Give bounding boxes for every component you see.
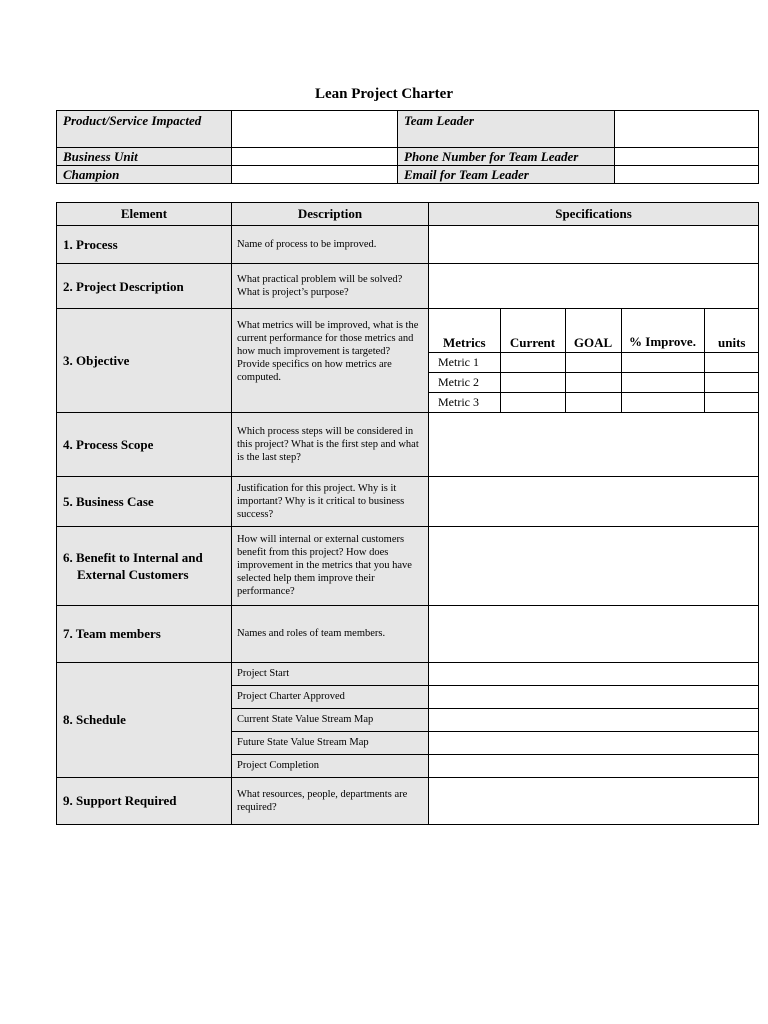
table-row <box>57 412 759 476</box>
email-field[interactable] <box>615 166 759 184</box>
page-title: Lean Project Charter <box>314 86 453 102</box>
team-leader-field[interactable] <box>615 111 759 148</box>
phone-field[interactable] <box>615 148 759 166</box>
element-business-case: 5. Business Case <box>57 476 232 526</box>
table-row <box>57 226 759 264</box>
metric-2-current-field[interactable] <box>500 372 565 392</box>
champion-label: Champion <box>57 166 232 184</box>
table-row <box>57 526 759 605</box>
schedule-future-state-vsm-field[interactable] <box>429 731 759 754</box>
schedule-item-project-start: Project Start <box>232 662 429 685</box>
table-row <box>57 777 759 824</box>
metrics-header-metrics: Metrics <box>429 309 500 352</box>
phone-label: Phone Number for Team Leader <box>398 148 615 166</box>
element-objective: 3. Objective <box>57 309 232 413</box>
table-row <box>57 264 759 309</box>
metric-3-label: Metric 3 <box>429 392 500 412</box>
description-business-case: Justification for this project. Why is it important? Why is it critical to business success? <box>232 476 429 526</box>
element-team-members: 7. Team members <box>57 605 232 662</box>
element-process: 1. Process <box>57 226 232 264</box>
metrics-header-units: units <box>704 309 759 352</box>
product-service-label: Product/Service Impacted <box>57 111 232 148</box>
schedule-project-completion-field[interactable] <box>429 754 759 777</box>
product-service-field[interactable] <box>232 111 398 148</box>
table-row <box>57 662 759 685</box>
column-header-specifications: Specifications <box>429 203 759 226</box>
metric-1-goal-field[interactable] <box>565 352 621 372</box>
metric-3-units-field[interactable] <box>704 392 759 412</box>
column-header-description: Description <box>232 203 429 226</box>
description-process: Name of process to be improved. <box>232 226 429 264</box>
spec-process-field[interactable] <box>429 226 759 264</box>
metric-2-goal-field[interactable] <box>565 372 621 392</box>
metric-1-improve-field[interactable] <box>621 352 704 372</box>
description-objective: What metrics will be improved, what is the current performance for those metrics and how much improvement is targeted? Provide specifics on how metrics are computed. <box>232 309 429 413</box>
element-schedule: 8. Schedule <box>57 662 232 777</box>
business-unit-field[interactable] <box>232 148 398 166</box>
schedule-charter-approved-field[interactable] <box>429 685 759 708</box>
spec-business-case-field[interactable] <box>429 476 759 526</box>
metric-1-units-field[interactable] <box>704 352 759 372</box>
element-project-description: 2. Project Description <box>57 264 232 309</box>
metrics-header-improve: % Improve. <box>621 309 704 352</box>
metrics-table <box>429 309 759 412</box>
element-benefit: 6. Benefit to Internal and External Customers <box>57 526 232 605</box>
element-support-required: 9. Support Required <box>57 777 232 824</box>
business-unit-label: Business Unit <box>57 148 232 166</box>
description-benefit: How will internal or external customers benefit from this project? How does improvement in the metrics that you have selected help them improve their performance? <box>232 526 429 605</box>
schedule-item-project-completion: Project Completion <box>232 754 429 777</box>
metric-2-improve-field[interactable] <box>621 372 704 392</box>
spec-project-description-field[interactable] <box>429 264 759 309</box>
element-process-scope: 4. Process Scope <box>57 412 232 476</box>
table-row <box>57 605 759 662</box>
champion-field[interactable] <box>232 166 398 184</box>
metric-2-units-field[interactable] <box>704 372 759 392</box>
spec-benefit-field[interactable] <box>429 526 759 605</box>
metric-1-label: Metric 1 <box>429 352 500 372</box>
table-row <box>57 309 759 413</box>
metric-2-label: Metric 2 <box>429 372 500 392</box>
email-label: Email for Team Leader <box>398 166 615 184</box>
spec-team-members-field[interactable] <box>429 605 759 662</box>
schedule-current-state-vsm-field[interactable] <box>429 708 759 731</box>
description-support-required: What resources, people, departments are required? <box>232 777 429 824</box>
description-process-scope: Which process steps will be considered in this project? What is the first step and what is the last step? <box>232 412 429 476</box>
spec-objective <box>429 309 759 413</box>
schedule-project-start-field[interactable] <box>429 662 759 685</box>
metrics-header-goal: GOAL <box>565 309 621 352</box>
metric-3-current-field[interactable] <box>500 392 565 412</box>
description-project-description: What practical problem will be solved? What is project’s purpose? <box>232 264 429 309</box>
description-team-members: Names and roles of team members. <box>232 605 429 662</box>
spec-support-required-field[interactable] <box>429 777 759 824</box>
charter-table <box>56 202 759 825</box>
metrics-header-current: Current <box>500 309 565 352</box>
schedule-item-charter-approved: Project Charter Approved <box>232 685 429 708</box>
schedule-item-current-state-vsm: Current State Value Stream Map <box>232 708 429 731</box>
team-leader-label: Team Leader <box>398 111 615 148</box>
column-header-element: Element <box>57 203 232 226</box>
schedule-item-future-state-vsm: Future State Value Stream Map <box>232 731 429 754</box>
project-info-table <box>56 110 759 184</box>
metric-3-goal-field[interactable] <box>565 392 621 412</box>
spec-process-scope-field[interactable] <box>429 412 759 476</box>
table-row <box>57 476 759 526</box>
metric-3-improve-field[interactable] <box>621 392 704 412</box>
metric-1-current-field[interactable] <box>500 352 565 372</box>
